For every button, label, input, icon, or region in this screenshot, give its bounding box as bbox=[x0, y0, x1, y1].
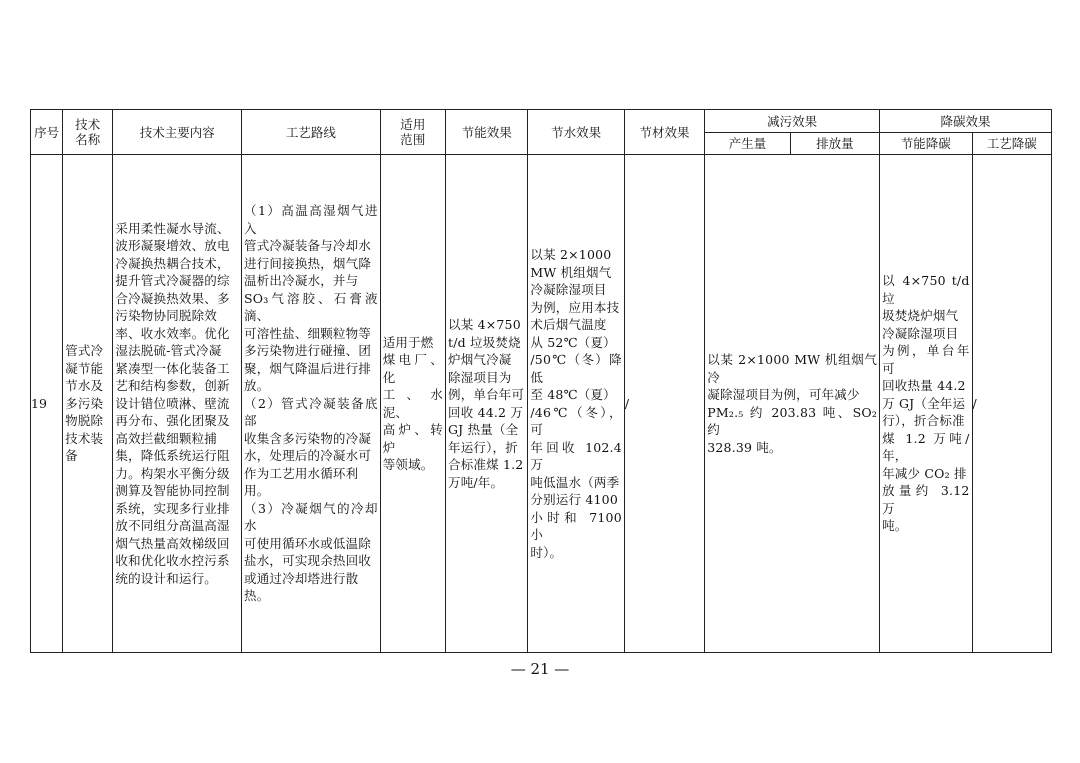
row-water-effect: 以某 2×1000 MW 机组烟气 冷凝除湿项目 为例，应用本技 术后烟气温度 从 52℃（夏） /50℃（冬）降低 至 48℃（夏） /46℃（冬），可 年回收 102.4 万 吨低温水（两季 分别运行 4100 小时和 7100 小 时）。 bbox=[530, 247, 622, 560]
header-tech-name: 技术 名称 bbox=[63, 110, 113, 155]
row-carbon-process: / bbox=[972, 155, 1051, 653]
row-main-content: 采用柔性凝水导流、 波形凝聚增效、放电 冷凝换热耦合技术， 提升管式冷凝器的综 合冷凝换热效果、多 污染物协同脱除效 率、收水效率。优化 湿法脱硫-管式冷凝 紧凑型一体化装备工 艺和结构参数，创新 设计错位喷淋、壁流 再分布、强化团聚及 高效拦截细颗粒捕 集，降低系统运行阻 力。构架水平衡分级 测算及智能协同控制 系统，实现多行业排 放不同组分高温高湿 烟气热量高效梯级回 收和优化收水控污系 统的设计和运行。 bbox=[115, 220, 230, 586]
header-energy-effect: 节能效果 bbox=[446, 110, 528, 155]
row-material-effect: / bbox=[624, 155, 704, 653]
header-process-route: 工艺路线 bbox=[242, 110, 381, 155]
header-carbon-reduction: 降碳效果 bbox=[880, 110, 1052, 133]
row-tech-name: 管式冷 凝节能 节水及 多污染 物脱除 技术装 备 bbox=[65, 343, 104, 464]
header-water-effect: 节水效果 bbox=[528, 110, 624, 155]
header-scope: 适用 范围 bbox=[380, 110, 445, 155]
row-energy-effect: 以某 4×750 t/d 垃圾焚烧 炉烟气冷凝 除湿项目为 例，单台年可 回收 44.2 万 GJ 热量（全 年运行），折 合标准煤 1.2 万吨/年。 bbox=[448, 317, 525, 490]
header-seq: 序号 bbox=[31, 110, 63, 155]
row-carbon-energy: 以 4×750 t/d 垃 圾焚烧炉烟气 冷凝除湿项目 为例，单台年可 回收热量 44.2 万 GJ（全年运 行），折合标准 煤 1.2 万吨/年， 年减少 CO₂ 排 放量约 3.12 万 吨。 bbox=[882, 273, 970, 534]
technology-table bbox=[30, 109, 1052, 653]
header-pollution-reduction: 减污效果 bbox=[705, 110, 880, 133]
row-process-route: （1）高温高湿烟气进入 管式冷凝装备与冷却水 进行间接换热，烟气降 温析出冷凝水，并与 SO₃气溶胶、石膏液滴、 可溶性盐、细颗粒物等 多污染物进行碰撞、团 聚，烟气降温后进行排 放。 （2）管式冷凝装备底部 收集含多污染物的冷凝 水，处理后的冷凝水可 作为工艺用水循环利 用。 （3）冷凝烟气的冷却水 可使用循环水或低温除 盐水，可实现余热回收 或通过冷却塔进行散 热。 bbox=[244, 203, 378, 604]
header-carbon-process: 工艺降碳 bbox=[972, 133, 1051, 155]
table-row bbox=[31, 155, 1052, 653]
header-pollution-generation: 产生量 bbox=[705, 133, 790, 155]
row-seq: 19 bbox=[31, 155, 63, 653]
header-main-content: 技术主要内容 bbox=[113, 110, 242, 155]
header-material-effect: 节材效果 bbox=[624, 110, 704, 155]
row-pollution-reduction: 以某 2×1000 MW 机组烟气冷 凝除湿项目为例，可年减少 PM₂.₅ 约 203.83 吨、SO₂ 约 328.39 吨。 bbox=[707, 352, 878, 455]
page-number: — 21 — bbox=[510, 660, 570, 678]
header-pollution-emission: 排放量 bbox=[790, 133, 879, 155]
row-scope: 适用于燃 煤电厂、化 工、水泥、 高炉、转炉 等领域。 bbox=[382, 334, 443, 472]
header-carbon-energy: 节能降碳 bbox=[880, 133, 972, 155]
